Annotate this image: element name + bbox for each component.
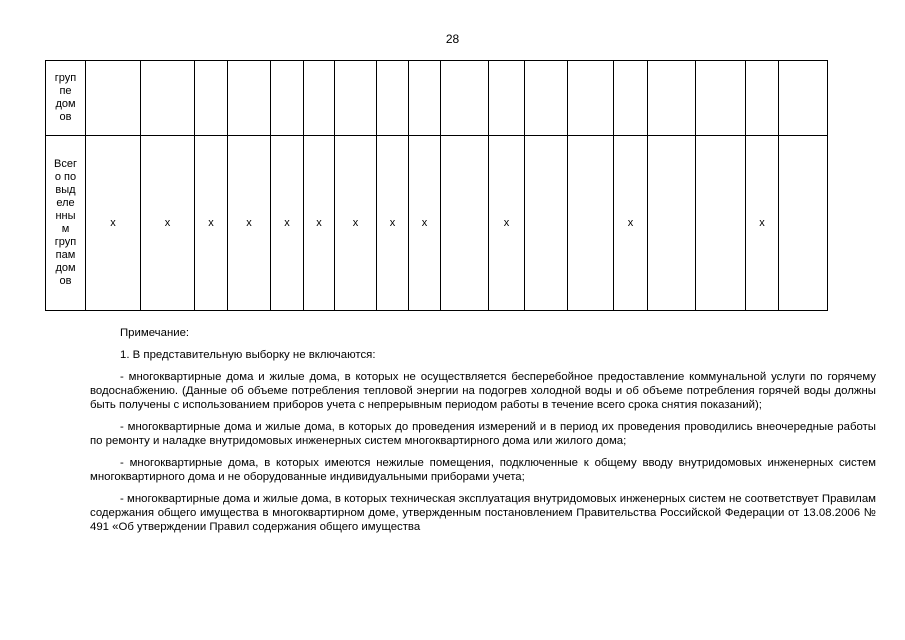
table-cell [746,61,779,136]
table-cell: х [335,136,377,311]
table-cell: х [409,136,441,311]
data-table [45,60,828,311]
table-cell [86,61,141,136]
note-paragraph: - многоквартирные дома и жилые дома, в которых техническая эксплуатация внутридомовых инженерных систем не соответствует Правилам содержания общего имущества в многоквартирном доме, утвержденным постановлением Правительства Российской Федерации от 13.08.2006 № 491 «Об утверждении Правил содержания общего имущества [90,493,876,533]
table-cell [568,136,614,311]
table-cell [489,61,525,136]
table-cell [271,61,304,136]
table-cell: х [377,136,409,311]
table-cell: х [746,136,779,311]
row-label: Всег о по выд еле нны м груп пам дом ов [46,136,86,311]
table-cell: х [304,136,335,311]
table-cell [377,61,409,136]
notes-section [90,326,876,534]
table-cell [195,61,228,136]
table-cell: х [489,136,525,311]
table-cell [696,61,746,136]
table-row [46,61,828,136]
table-cell [228,61,271,136]
row-label: груп пе дом ов [46,61,86,136]
notes-heading: Примечание: [120,327,190,339]
table-cell: х [195,136,228,311]
table-cell [568,61,614,136]
table-cell: х [228,136,271,311]
table-cell [614,61,648,136]
table-cell [525,136,568,311]
table-cell: х [86,136,141,311]
table-cell: х [614,136,648,311]
table-cell [525,61,568,136]
table-cell [648,61,696,136]
note-paragraph: - многоквартирные дома и жилые дома, в которых до проведения измерений и в период их проведения проводились внеочередные работы по ремонту и наладке внутридомовых инженерных систем многоквартирного дома или жилого дома; [90,421,876,447]
table-cell [648,136,696,311]
table-cell [304,61,335,136]
table-cell [779,61,828,136]
table-cell [441,136,489,311]
table-cell: х [271,136,304,311]
page-number: 28 [445,32,460,46]
table-row [46,136,828,311]
table-cell [335,61,377,136]
table-cell [441,61,489,136]
table-cell: х [141,136,195,311]
table-cell [141,61,195,136]
table-cell [409,61,441,136]
note-paragraph: - многоквартирные дома, в которых имеются нежилые помещения, подключенные к общему вводу внутридомовых инженерных систем многоквартирного дома и не оборудованные индивидуальными приборами учета; [90,457,876,483]
table-cell [779,136,828,311]
notes-item-1: 1. В представительную выборку не включаются: [120,349,376,361]
note-paragraph: - многоквартирные дома и жилые дома, в которых не осуществляется бесперебойное предоставление коммунальной услуги по горячему водоснабжению. (Данные об объеме потребления тепловой энергии на подогрев холодной воды и об объеме потребления горячей воды должны быть получены с использованием приборов учета с непрерывным периодом работы в течение всего срока снятия показаний); [90,371,876,411]
table-cell [696,136,746,311]
